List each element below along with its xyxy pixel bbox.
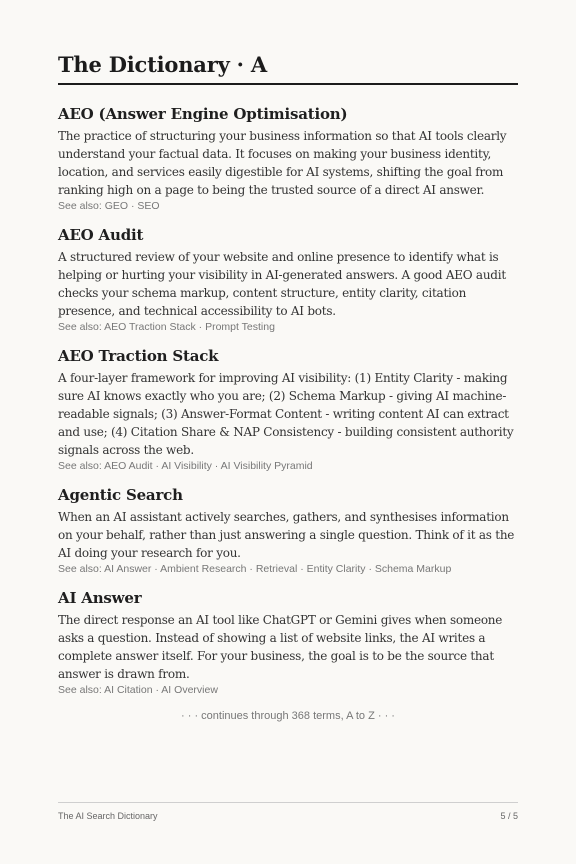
dictionary-page (58, 52, 518, 722)
entry-see-also: See also: AI Answer · Ambient Research · Retrieval · Entity Clarity · Schema Markup (58, 563, 452, 575)
page-footer (58, 802, 518, 821)
entry-definition: The practice of structuring your business information so that AI tools clearly understand your factual data. It focuses on making your business identity, location, and services easily digestible for AI systems, shifting the goal from ranking high on a page to being the trusted source of a direct AI answer. (58, 129, 507, 197)
entry-see-also: See also: AEO Traction Stack · Prompt Testing (58, 321, 275, 333)
entry-see-also: See also: GEO · SEO (58, 200, 160, 212)
entry-list (58, 105, 518, 696)
entry-term: AEO (Answer Engine Optimisation) (58, 105, 348, 123)
entry-see-also: See also: AEO Audit · AI Visibility · AI Visibility Pyramid (58, 460, 313, 472)
entry-definition: A four-layer framework for improving AI visibility: (1) Entity Clarity - making sure AI knows exactly who you are; (2) Schema Markup - giving AI machine-readable signals; (3) Answer-Format Content - writing content AI can extract and use; (4) Citation Share & NAP Consistency - building consistent authority signals across the web. (58, 371, 514, 457)
entry-term: AEO Traction Stack (58, 347, 219, 365)
page-title: The Dictionary · A (58, 52, 518, 85)
footer-page-number: 5 / 5 (500, 811, 518, 821)
entry-definition: A structured review of your website and online presence to identify what is helping or hurting your visibility in AI-generated answers. A good AEO audit checks your schema markup, content structure, entity clarity, citation presence, and technical accessibility to AI bots. (58, 250, 506, 318)
continues-note: · · · continues through 368 terms, A to Z · · · (181, 710, 395, 722)
entry-term: Agentic Search (58, 486, 183, 504)
dictionary-entry (58, 105, 518, 212)
entry-term: AEO Audit (58, 226, 144, 244)
dictionary-entry (58, 226, 518, 333)
dictionary-entry (58, 347, 518, 472)
entry-definition: When an AI assistant actively searches, gathers, and synthesises information on your behalf, rather than just answering a single question. Think of it as the AI doing your research for you. (58, 510, 515, 560)
entry-definition: The direct response an AI tool like ChatGPT or Gemini gives when someone asks a question. Instead of showing a list of website links, the AI writes a complete answer itself. For your business, the goal is to be the source that answer is drawn from. (58, 613, 503, 681)
entry-term: AI Answer (58, 589, 142, 607)
footer-book-title: The AI Search Dictionary (58, 811, 158, 821)
dictionary-entry (58, 486, 518, 575)
dictionary-entry (58, 589, 518, 696)
entry-see-also: See also: AI Citation · AI Overview (58, 684, 218, 696)
